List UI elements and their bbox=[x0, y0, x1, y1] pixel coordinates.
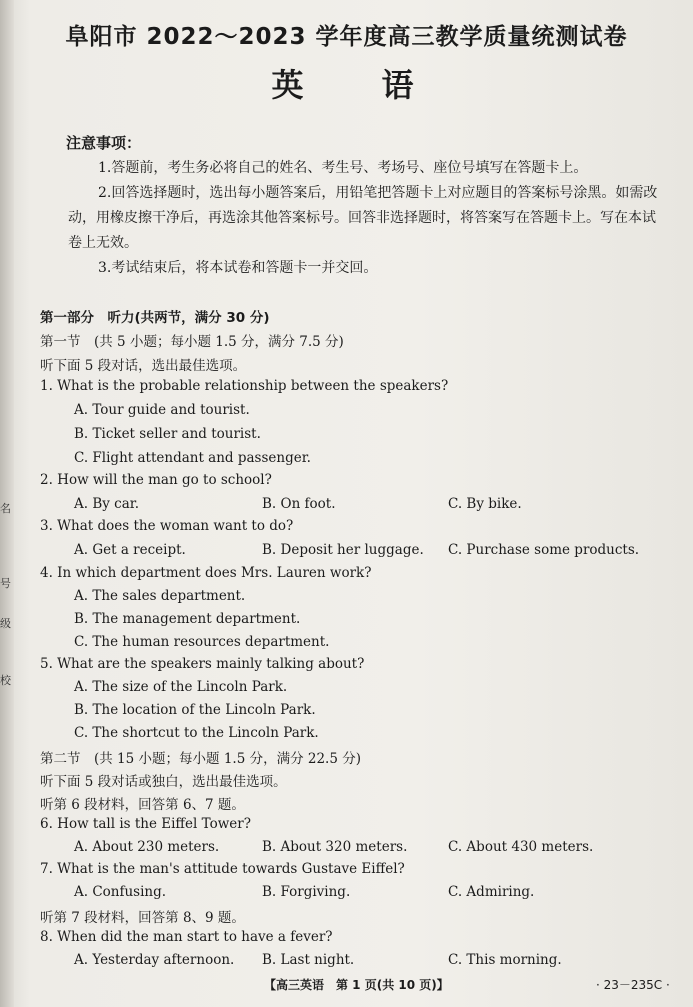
q7-option-b: B. Forgiving. bbox=[262, 884, 351, 900]
material-6-note: 听第 6 段材料，回答第 6、7 题。 bbox=[40, 797, 245, 813]
question-6: 6. How tall is the Eiffel Tower? bbox=[40, 816, 251, 832]
notice-heading: 注意事项： bbox=[66, 134, 142, 152]
q5-option-b: B. The location of the Lincoln Park. bbox=[74, 702, 316, 718]
q1-option-c: C. Flight attendant and passenger. bbox=[74, 450, 311, 466]
q3-option-c: C. Purchase some products. bbox=[448, 542, 640, 558]
exam-subject: 英语 bbox=[271, 66, 492, 104]
q6-option-a: A. About 230 meters. bbox=[74, 839, 220, 855]
question-8: 8. When did the man start to have a fever? bbox=[40, 929, 333, 945]
exam-title: 阜阳市 2022～2023 学年度高三教学质量统测试卷 bbox=[65, 24, 628, 50]
q2-option-a: A. By car. bbox=[74, 496, 140, 512]
q4-option-b: B. The management department. bbox=[74, 611, 301, 627]
q6-option-b: B. About 320 meters. bbox=[262, 839, 408, 855]
margin-mark: 号 bbox=[0, 577, 11, 590]
material-7-note: 听第 7 段材料，回答第 8、9 题。 bbox=[40, 910, 245, 926]
question-4: 4. In which department does Mrs. Lauren work? bbox=[40, 565, 372, 581]
notice-item: 2.回答选择题时，选出每小题答案后，用铅笔把答题卡上对应题目的答案标号涂黑。如需改动，用橡皮擦干净后，再选涂其他答案标号。回答非选择题时，将答案写在答题卡上。写在本试卷上无效。 bbox=[68, 185, 658, 251]
q3-option-a: A. Get a receipt. bbox=[74, 542, 186, 558]
q6-option-c: C. About 430 meters. bbox=[448, 839, 594, 855]
question-2: 2. How will the man go to school? bbox=[40, 472, 272, 488]
page-footer-code: · 23－235C · bbox=[596, 978, 670, 992]
margin-mark: 校 bbox=[0, 674, 11, 687]
margin-mark: 名 bbox=[0, 502, 11, 515]
q5-option-a: A. The size of the Lincoln Park. bbox=[74, 679, 288, 695]
question-1: 1. What is the probable relationship between the speakers? bbox=[40, 378, 449, 394]
q7-option-c: C. Admiring. bbox=[448, 884, 535, 900]
q1-option-a: A. Tour guide and tourist. bbox=[74, 402, 250, 418]
q4-option-c: C. The human resources department. bbox=[74, 634, 330, 650]
q8-option-b: B. Last night. bbox=[262, 952, 355, 968]
question-5: 5. What are the speakers mainly talking about? bbox=[40, 656, 365, 672]
margin-mark: 级 bbox=[0, 617, 11, 630]
q2-option-b: B. On foot. bbox=[262, 496, 336, 512]
question-7: 7. What is the man's attitude towards Gustave Eiffel? bbox=[40, 861, 405, 877]
section1-heading: 第一节 (共 5 小题；每小题 1.5 分，满分 7.5 分) bbox=[40, 334, 344, 350]
section1-instruction: 听下面 5 段对话，选出最佳选项。 bbox=[40, 358, 247, 374]
notice-list bbox=[68, 156, 658, 281]
section2-instruction: 听下面 5 段对话或独白，选出最佳选项。 bbox=[40, 774, 287, 790]
q7-option-a: A. Confusing. bbox=[74, 884, 167, 900]
q5-option-c: C. The shortcut to the Lincoln Park. bbox=[74, 725, 319, 741]
section2-heading: 第二节 (共 15 小题；每小题 1.5 分，满分 22.5 分) bbox=[40, 751, 361, 767]
q8-option-a: A. Yesterday afternoon. bbox=[74, 952, 235, 968]
part1-heading: 第一部分 听力(共两节，满分 30 分) bbox=[40, 310, 270, 326]
page-footer-label: 【高三英语 第 1 页(共 10 页)】 bbox=[264, 978, 449, 992]
q3-option-b: B. Deposit her luggage. bbox=[262, 542, 424, 558]
q2-option-c: C. By bike. bbox=[448, 496, 522, 512]
notice-item: 3.考试结束后，将本试卷和答题卡一并交回。 bbox=[98, 260, 378, 276]
question-3: 3. What does the woman want to do? bbox=[40, 518, 294, 534]
q8-option-c: C. This morning. bbox=[448, 952, 562, 968]
q1-option-b: B. Ticket seller and tourist. bbox=[74, 426, 261, 442]
q4-option-a: A. The sales department. bbox=[74, 588, 246, 604]
notice-item: 1.答题前，考生务必将自己的姓名、考生号、考场号、座位号填写在答题卡上。 bbox=[98, 160, 588, 176]
